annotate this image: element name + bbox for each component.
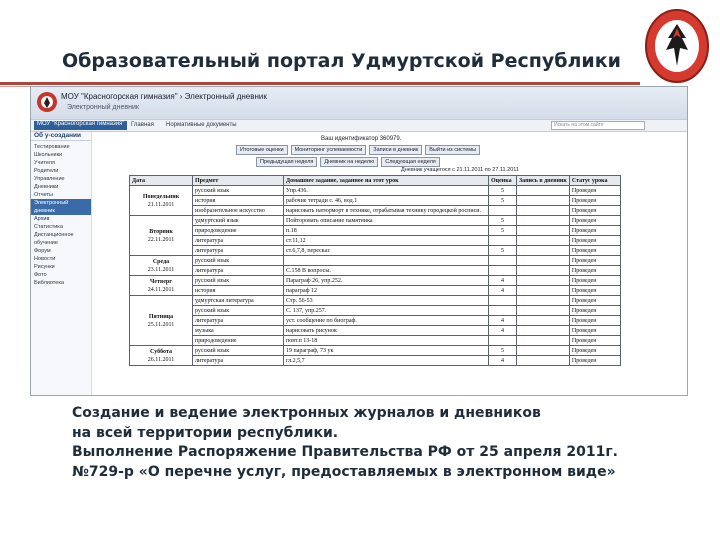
subject-cell: русский язык: [193, 276, 284, 286]
table-row: [130, 236, 621, 246]
subject-cell: природоведение: [193, 336, 284, 346]
day-cell: [130, 186, 193, 216]
table-row: [130, 206, 621, 216]
table-row: [130, 256, 621, 266]
description-line: Выполнение Распоряжение Правительства РФ от 25 апреля 2011г.: [72, 444, 618, 460]
table-row: [130, 356, 621, 366]
entry-cell: [517, 196, 570, 206]
status-cell: Проведен: [569, 306, 620, 316]
status-cell: Проведен: [569, 326, 620, 336]
status-cell: Проведен: [569, 346, 620, 356]
mark-cell: [489, 336, 517, 346]
portal-nav: [31, 119, 687, 132]
entry-cell: [517, 346, 570, 356]
col-status: Статус урока: [569, 176, 620, 186]
portal-subtitle: Электронный дневник: [67, 104, 139, 111]
sidebar-item[interactable]: Управление: [34, 176, 65, 182]
entry-cell: [517, 266, 570, 276]
day-name: Суббота: [150, 348, 172, 355]
mark-cell: 5: [489, 186, 517, 196]
status-cell: Проведен: [569, 246, 620, 256]
mark-cell: 4: [489, 316, 517, 326]
status-cell: Проведен: [569, 206, 620, 216]
day-name: Вторник: [149, 228, 173, 235]
diary-table: [129, 175, 621, 366]
entry-cell: [517, 246, 570, 256]
final-marks-button[interactable]: Итоговые оценки: [236, 145, 288, 155]
week-nav-row: [256, 157, 443, 167]
diary-header-row: [130, 176, 621, 186]
status-cell: Проведен: [569, 196, 620, 206]
entry-cell: [517, 216, 570, 226]
portal-logo-icon: [36, 91, 58, 113]
entry-cell: [517, 356, 570, 366]
slide-description: [72, 404, 618, 482]
diary-entries-button[interactable]: Записи в дневник: [369, 145, 422, 155]
table-row: [130, 266, 621, 276]
homework-cell: Стр. 56-53: [284, 296, 489, 306]
nav-tab-home[interactable]: Главная: [131, 122, 154, 128]
subject-cell: история: [193, 196, 284, 206]
table-row: [130, 296, 621, 306]
subject-cell: литература: [193, 356, 284, 366]
mark-cell: [489, 236, 517, 246]
sidebar-item[interactable]: Библиотека: [34, 280, 64, 286]
description-line: №729-р «О перечне услуг, предоставляемых в электронном виде»: [72, 463, 616, 480]
status-cell: Проведен: [569, 296, 620, 306]
status-cell: Проведен: [569, 256, 620, 266]
day-cell: [130, 276, 193, 296]
portal-header: [31, 87, 687, 119]
day-cell: [130, 296, 193, 346]
col-subject: Предмет: [193, 176, 284, 186]
table-row: [130, 306, 621, 316]
sidebar-item[interactable]: Форум: [34, 248, 51, 254]
sidebar-item[interactable]: Электронный: [31, 199, 91, 207]
mark-cell: 5: [489, 216, 517, 226]
homework-cell: Упр.436.: [284, 186, 489, 196]
entry-cell: [517, 186, 570, 196]
subject-cell: изобразительное искусство: [193, 206, 284, 216]
diary-button-row: [236, 145, 483, 155]
subject-cell: русский язык: [193, 346, 284, 356]
portal-sidebar: [31, 132, 92, 395]
mark-cell: 5: [489, 196, 517, 206]
subject-cell: литература: [193, 246, 284, 256]
sidebar-header: Об у-создании: [31, 132, 91, 141]
col-date: Дата: [130, 176, 193, 186]
entry-cell: [517, 296, 570, 306]
table-row: [130, 186, 621, 196]
col-mark: Оценка: [489, 176, 517, 186]
subject-cell: русский язык: [193, 306, 284, 316]
title-underline: [0, 82, 640, 85]
col-entry: Запись в дневник: [517, 176, 570, 186]
sidebar-item[interactable]: Отчеты: [34, 192, 54, 198]
mark-cell: [489, 206, 517, 216]
day-name: Пятница: [148, 313, 174, 320]
diary-screenshot: [30, 86, 688, 396]
status-cell: Проведен: [569, 276, 620, 286]
sidebar-item[interactable]: обучение: [34, 240, 58, 246]
description-line: Создание и ведение электронных журналов и дневников: [72, 405, 541, 421]
homework-cell: рабочие тетради с. 46, вод.1: [284, 196, 489, 206]
prev-week-button[interactable]: Предыдущая неделя: [256, 157, 317, 167]
day-date: 24.11.2011: [147, 286, 175, 293]
subject-cell: удмуртский язык: [193, 216, 284, 226]
subject-cell: удмуртская литература: [193, 296, 284, 306]
entry-cell: [517, 256, 570, 266]
subject-cell: литература: [193, 316, 284, 326]
mark-cell: 4: [489, 286, 517, 296]
homework-cell: С.158 В вопросы.: [284, 266, 489, 276]
day-cell: [130, 216, 193, 256]
description-line: на всей территории республики.: [72, 424, 339, 441]
homework-cell: С. 137, упр.257.: [284, 306, 489, 316]
status-cell: Проведен: [569, 356, 620, 366]
sidebar-item[interactable]: Архив: [34, 216, 50, 222]
search-input[interactable]: Искать на этом сайте: [551, 121, 645, 130]
homework-cell: уст. сообщение по биограф.: [284, 316, 489, 326]
entry-cell: [517, 226, 570, 236]
mark-cell: 4: [489, 276, 517, 286]
day-cell: [130, 256, 193, 276]
day-name: Понедельник: [142, 193, 180, 200]
homework-cell: гл.2,5,7: [284, 356, 489, 366]
logout-button[interactable]: Выйти из системы: [425, 145, 480, 155]
status-cell: Проведен: [569, 216, 620, 226]
nav-tab-school[interactable]: МОУ "Красногорская гимназия": [34, 121, 127, 130]
sidebar-item[interactable]: Новости: [34, 256, 56, 262]
mark-cell: [489, 296, 517, 306]
table-row: [130, 276, 621, 286]
homework-cell: [284, 256, 489, 266]
nav-tab-docs[interactable]: Нормативные документы: [166, 122, 237, 128]
status-cell: Проведен: [569, 316, 620, 326]
slide-title: Образовательный портал Удмуртской Республики: [62, 50, 621, 72]
day-date: 26.11.2011: [147, 356, 175, 363]
mark-cell: 4: [489, 326, 517, 336]
mark-cell: [489, 266, 517, 276]
table-row: [130, 216, 621, 226]
subject-cell: природоведение: [193, 226, 284, 236]
subject-cell: музыка: [193, 326, 284, 336]
subject-cell: русский язык: [193, 186, 284, 196]
table-row: [130, 286, 621, 296]
mark-cell: [489, 256, 517, 266]
week-diary-button[interactable]: Дневник на неделю: [320, 157, 378, 167]
homework-cell: нарисовать натюрморт в технике, отрабатывая технику городецкой росписи.: [284, 206, 489, 216]
sidebar-item[interactable]: Фото: [34, 272, 47, 278]
table-row: [130, 196, 621, 206]
subject-cell: история: [193, 286, 284, 296]
subject-cell: русский язык: [193, 256, 284, 266]
sidebar-item[interactable]: Дневники: [34, 184, 59, 190]
entry-cell: [517, 276, 570, 286]
entry-cell: [517, 326, 570, 336]
entry-cell: [517, 316, 570, 326]
homework-cell: ст.11,12: [284, 236, 489, 246]
status-cell: Проведен: [569, 266, 620, 276]
mark-cell: 5: [489, 246, 517, 256]
homework-cell: Параграф 26, упр.252.: [284, 276, 489, 286]
next-week-button[interactable]: Следующая неделя: [381, 157, 440, 167]
table-row: [130, 336, 621, 346]
sidebar-item[interactable]: Дистанционное: [34, 232, 74, 238]
entry-cell: [517, 206, 570, 216]
sidebar-item[interactable]: Родители: [34, 168, 59, 174]
subject-cell: литература: [193, 236, 284, 246]
udmurt-emblem-icon: [642, 4, 712, 90]
diary-week-range: Дневник учащегося с 21.11.2011 по 27.11.2011: [401, 167, 519, 173]
sidebar-item[interactable]: дневник: [31, 207, 91, 215]
day-date: 23.11.2011: [147, 266, 175, 273]
day-date: 21.11.2011: [147, 201, 175, 208]
status-cell: Проведен: [569, 186, 620, 196]
entry-cell: [517, 306, 570, 316]
status-cell: Проведен: [569, 286, 620, 296]
entry-cell: [517, 236, 570, 246]
day-name: Среда: [152, 258, 170, 265]
sidebar-item[interactable]: Тестирование: [34, 144, 70, 150]
sidebar-item[interactable]: Учителя: [34, 160, 55, 166]
homework-cell: 19 параграф, 73 ук: [284, 346, 489, 356]
table-row: [130, 326, 621, 336]
day-cell: [130, 346, 193, 366]
monitoring-button[interactable]: Мониторинг успеваемости: [291, 145, 367, 155]
sidebar-item[interactable]: Рисунки: [34, 264, 55, 270]
mark-cell: 4: [489, 356, 517, 366]
school-breadcrumb[interactable]: МОУ "Красногорская гимназия" › Электронный дневник: [61, 92, 267, 101]
homework-cell: Пойторовать описание памятника: [284, 216, 489, 226]
diary-user-id: Ваш идентификатор 360979.: [321, 136, 402, 142]
table-row: [130, 226, 621, 236]
homework-cell: параграф 12: [284, 286, 489, 296]
day-date: 25.11.2011: [147, 321, 175, 328]
sidebar-item[interactable]: Школьники: [34, 152, 63, 158]
sidebar-item[interactable]: Статистика: [34, 224, 63, 230]
status-cell: Проведен: [569, 226, 620, 236]
entry-cell: [517, 336, 570, 346]
homework-cell: ст.6,7,8, пересказ: [284, 246, 489, 256]
homework-cell: нарисовать рисунок: [284, 326, 489, 336]
mark-cell: 5: [489, 226, 517, 236]
homework-cell: повт.п 13-18: [284, 336, 489, 346]
mark-cell: 5: [489, 346, 517, 356]
status-cell: Проведен: [569, 336, 620, 346]
status-cell: Проведен: [569, 236, 620, 246]
table-row: [130, 346, 621, 356]
entry-cell: [517, 286, 570, 296]
table-row: [130, 246, 621, 256]
homework-cell: п.18: [284, 226, 489, 236]
day-name: Четверг: [150, 278, 172, 285]
day-date: 22.11.2011: [147, 236, 175, 243]
subject-cell: литература: [193, 266, 284, 276]
table-row: [130, 316, 621, 326]
col-homework: Домашнее задание, заданное на этот урок: [284, 176, 489, 186]
mark-cell: [489, 306, 517, 316]
